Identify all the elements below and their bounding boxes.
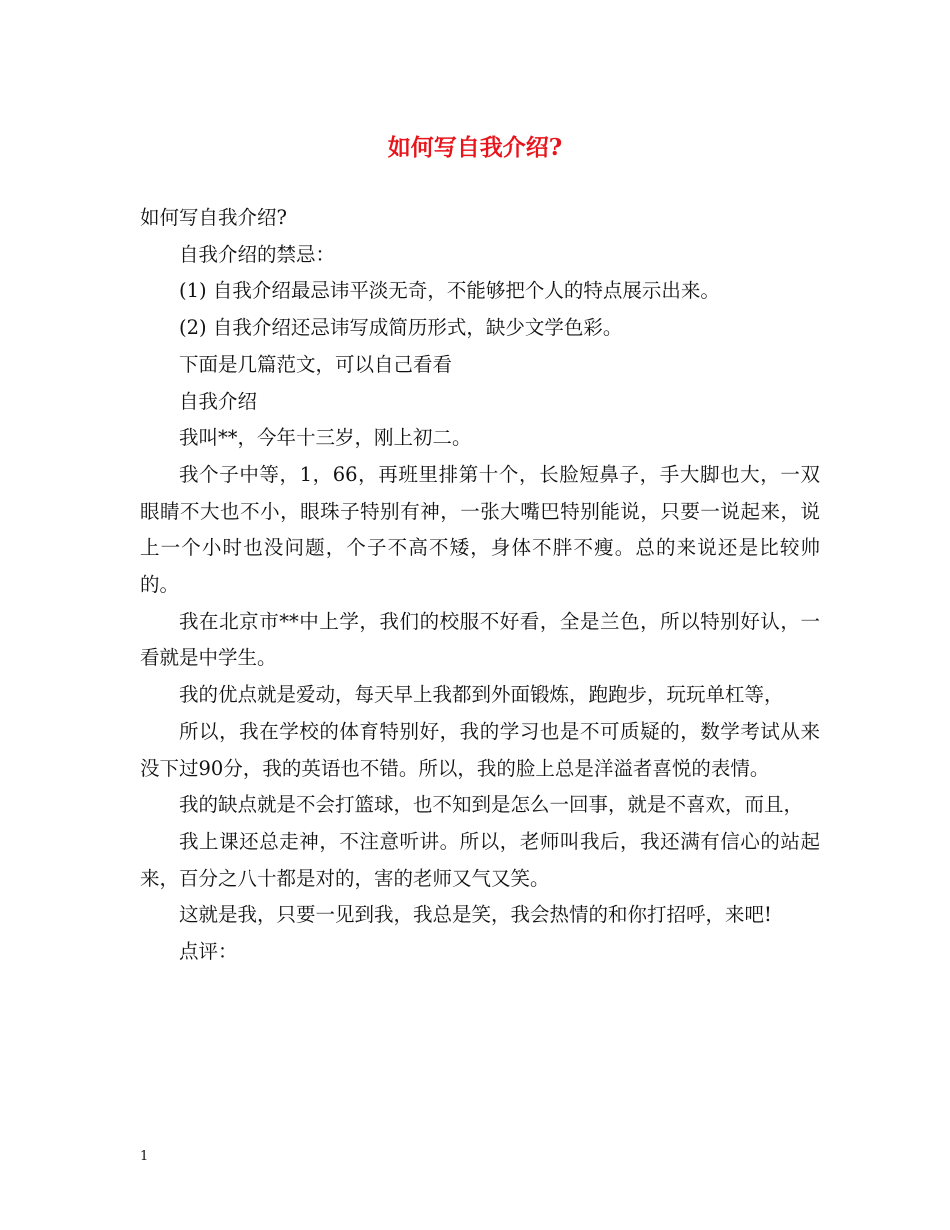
body-paragraph: 我的缺点就是不会打篮球，也不知到是怎么一回事，就是不喜欢，而且， (179, 793, 804, 817)
body-paragraph: 我叫**，今年十三岁，刚上初二。 (179, 426, 472, 450)
body-paragraph: 点评： (179, 940, 238, 964)
body-paragraph: 我在北京市**中上学，我们的校服不好看，全是兰色，所以特别好认，一看就是中学生。 (140, 609, 820, 670)
body-paragraph: 我的优点就是爱动，每天早上我都到外面锻炼，跑跑步，玩玩单杠等， (179, 683, 784, 707)
body-paragraph: (2) 自我介绍还忌讳写成简历形式，缺少文学色彩。 (179, 316, 623, 340)
body-paragraph: 自我介绍 (179, 389, 258, 413)
document-title: 如何写自我介绍? (387, 134, 563, 161)
body-paragraph: 所以，我在学校的体育特别好，我的学习也是不可质疑的，数学考试从来没下过90分，我的英语也不错。所以，我的脸上总是洋溢者喜悦的表情。 (140, 719, 820, 780)
body-paragraph: 如何写自我介绍? (140, 206, 287, 229)
page-number: 1 (140, 1149, 149, 1164)
body-paragraph: (1) 自我介绍最忌讳平淡无奇，不能够把个人的特点展示出来。 (179, 279, 720, 303)
body-paragraph: 我个子中等，1，66，再班里排第十个，长脸短鼻子，手大脚也大，一双眼睛不大也不小，眼珠子特别有神，一张大嘴巴特别能说，只要一说起来，说上一个小时也没问题，个子不高不矮，身体不胖不瘦。总的来说还是比较帅的。 (140, 462, 820, 597)
body-paragraph: 自我介绍的禁忌： (179, 242, 336, 266)
body-paragraph: 这就是我，只要一见到我，我总是笑，我会热情的和你打招呼，来吧! (179, 903, 772, 927)
body-paragraph: 下面是几篇范文，可以自己看看 (179, 352, 453, 376)
document-body (140, 200, 820, 971)
body-paragraph: 我上课还总走神，不注意听讲。所以，老师叫我后，我还满有信心的站起来，百分之八十都是对的，害的老师又气又笑。 (140, 829, 820, 890)
